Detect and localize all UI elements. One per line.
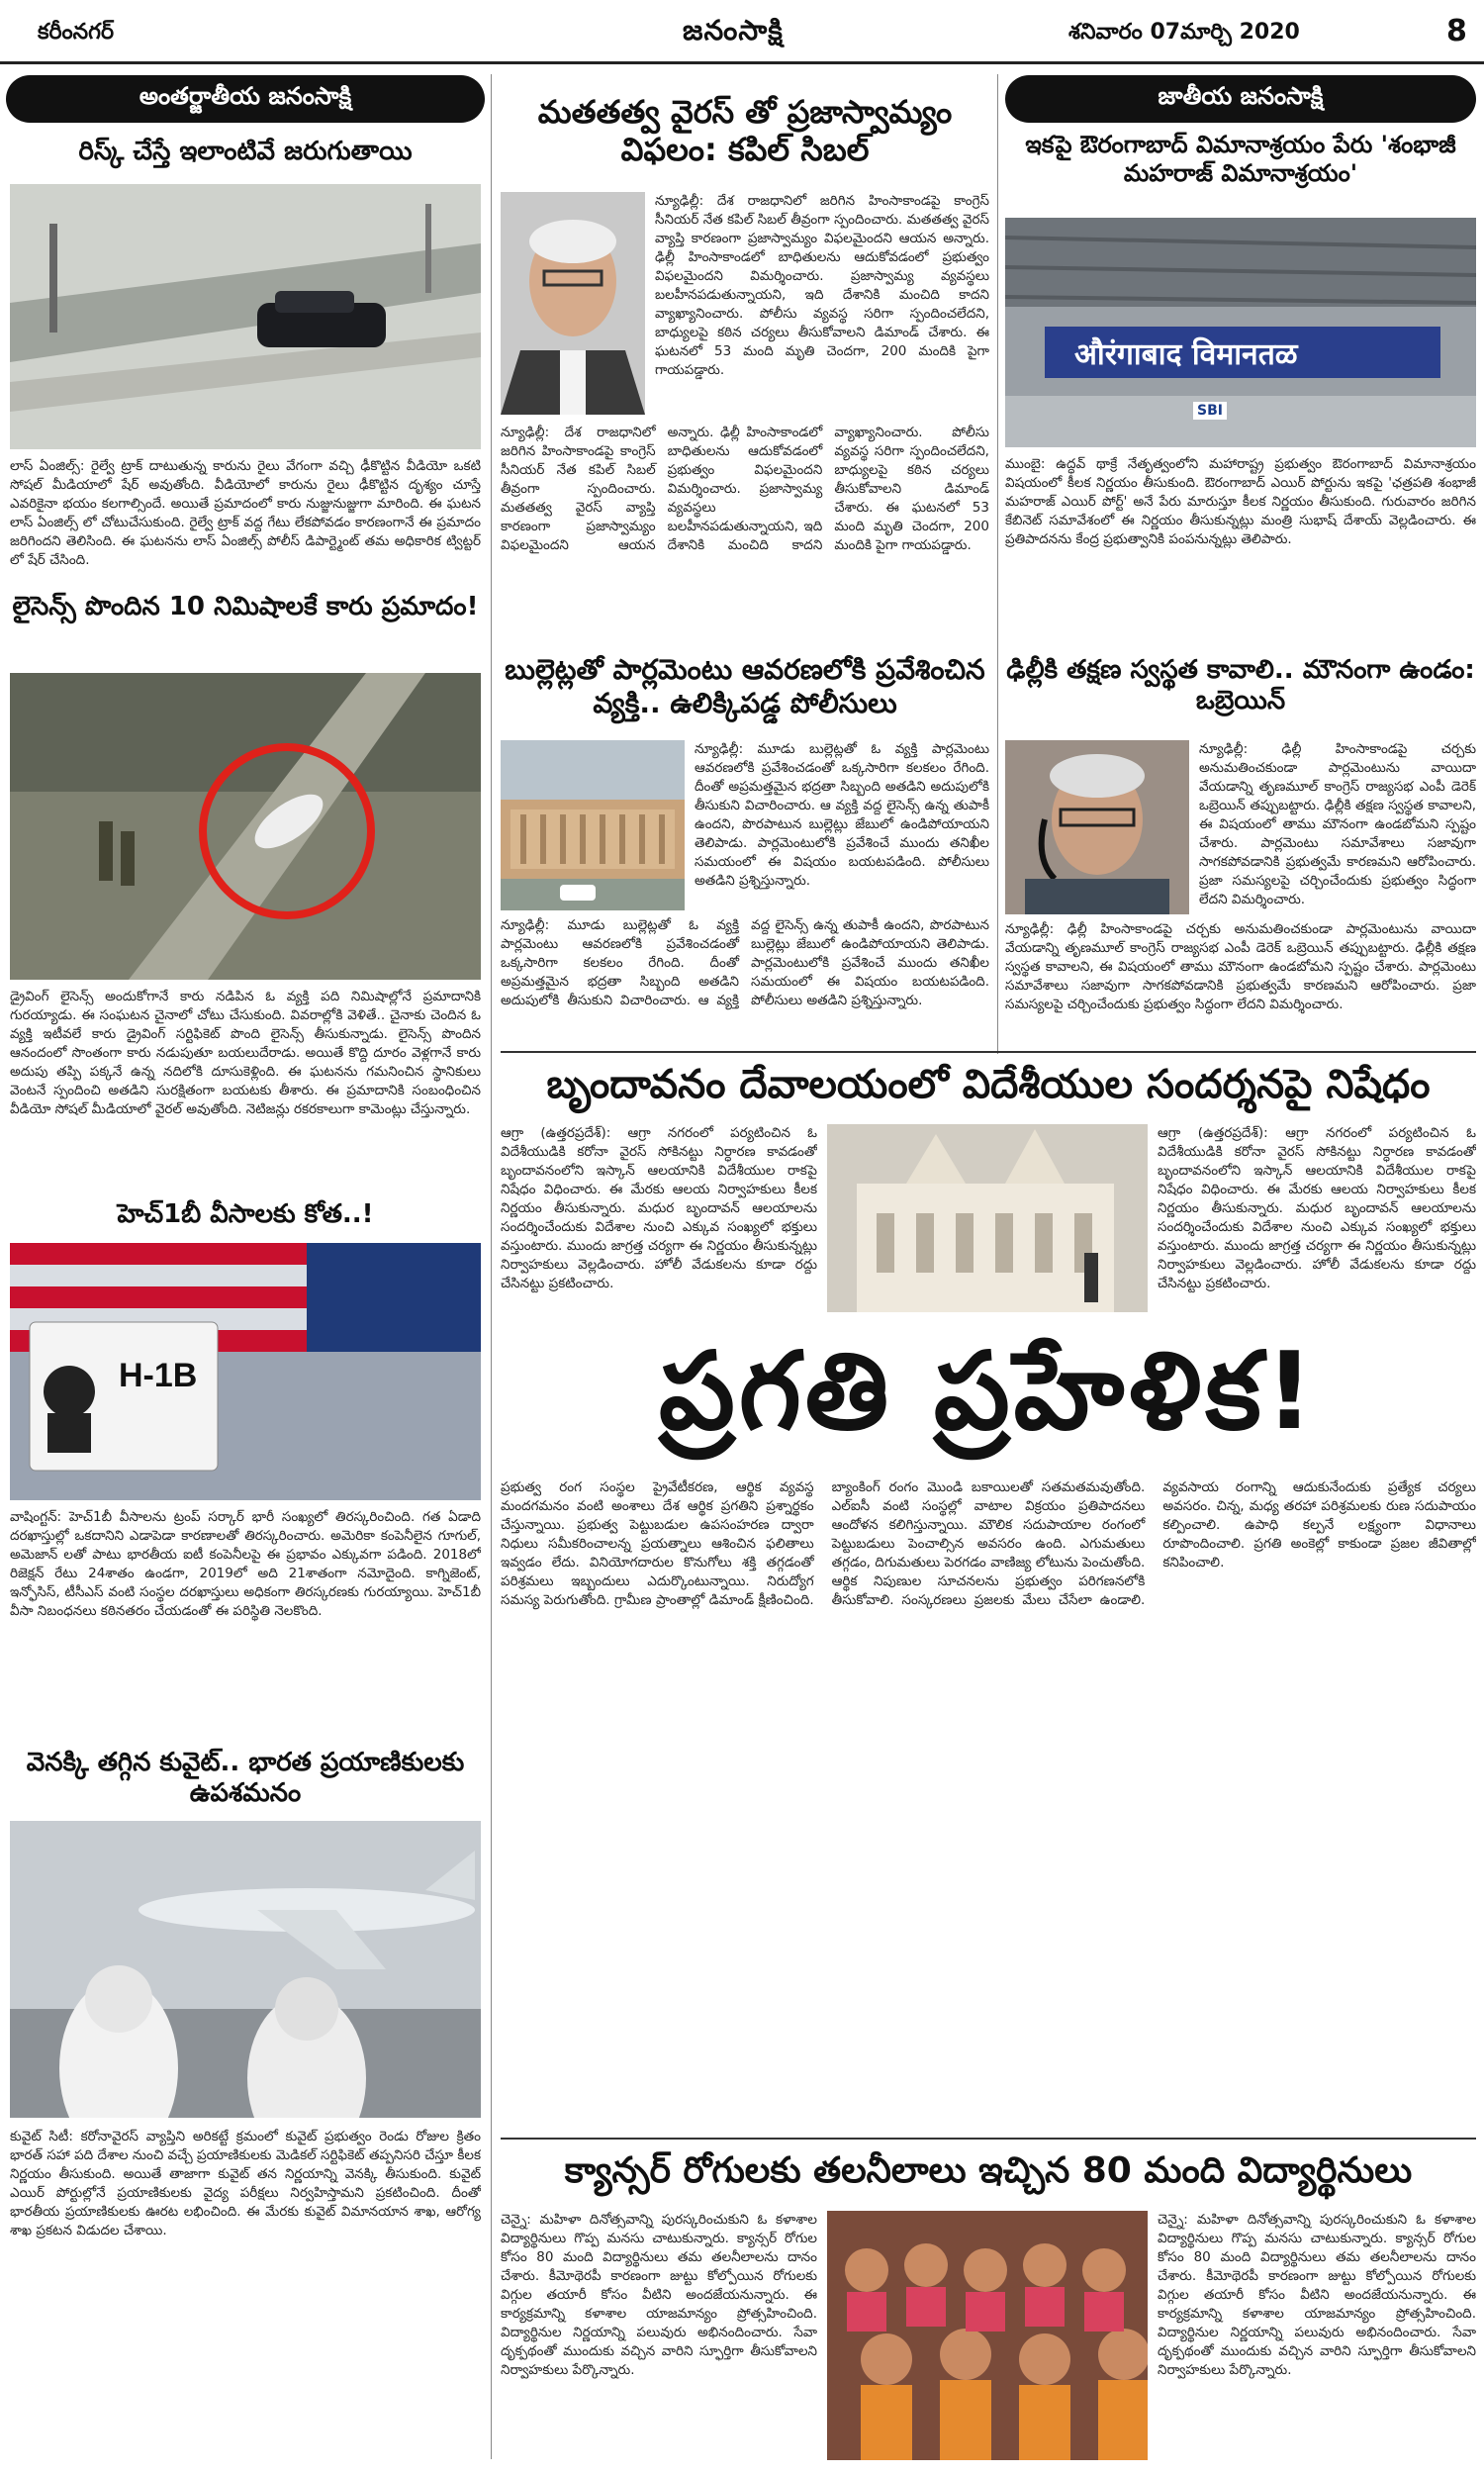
article-title: క్యాన్సర్ రోగులకు తలనీలాలు ఇచ్చిన 80 మంది విద్యార్థినులు (564, 2150, 1413, 2191)
article-title: హెచ్1బీ వీసాలకు కోత..! (117, 1199, 374, 1229)
article-body-cont: చెన్నై: మహిళా దినోత్సవాన్ని పురస్కరించుకుని ఓ కళాశాల విద్యార్థినులు గొప్ప మనసు చాటుకున్నారు. క్యాన్సర్ రోగుల కోసం 80 మంది విద్యార్థినులు తమ తలనీలాలను దానం చేశారు. కీమోథెరపీ కారణంగా జుట్టు కోల్పోయిన రోగులకు విగ్గుల తయారీ కోసం వీటిని అందజేయనున్నారు. ఈ కార్యక్రమాన్ని కళాశాల యాజమాన్యం ప్రోత్సహించింది. విద్యార్థినుల నిర్ణయాన్ని పలువురు అభినందించారు. సేవా దృక్పథంతో ముందుకు వచ్చిన వారిని స్ఫూర్తిగా తీసుకోవాలని నిర్వాహకులు పేర్కొన్నారు. (1158, 2212, 1476, 2378)
article-title: మతతత్వ వైరస్ తో ప్రజాస్వామ్యం విఫలం: కపిల్ సిబల్ (537, 93, 953, 169)
column-rule (491, 74, 492, 1054)
editorial-body: ప్రభుత్వ రంగ సంస్థల ప్రైవేటీకరణ, ఆర్థిక వ్యవస్థ మందగమనం వంటి అంశాలు దేశ ఆర్థిక ప్రగతిని ప్రశ్నార్థకం చేస్తున్నాయి. ప్రభుత్వ పెట్టుబడుల ఉపసంహరణ ద్వారా నిధులు సమీకరించాలన్న ప్రయత్నాలు ఆశించిన ఫలితాలు ఇవ్వడం లేదు. వినియోగదారుల కొనుగోలు శక్తి తగ్గడంతో పరిశ్రమలు ఇబ్బందులు ఎదుర్కొంటున్నాయి. నిరుద్యోగ సమస్య పెరుగుతోంది. గ్రామీణ ప్రాంతాల్లో డిమాండ్ క్షీణించింది. బ్యాంకింగ్ రంగం మొండి బకాయిలతో సతమతమవుతోంది. ఎల్ఐసీ వంటి సంస్థల్లో వాటాల విక్రయం ప్రతిపాదనలు ఆందోళన కలిగిస్తున్నాయి. మౌలిక సదుపాయాల రంగంలో పెట్టుబడులు పెంచాల్సిన అవసరం ఉంది. ఎగుమతులు తగ్గడం, దిగుమతులు పెరగడం వాణిజ్య లోటును పెంచుతోంది. ఆర్థిక నిపుణుల సూచనలను ప్రభుత్వం పరిగణనలోకి తీసుకోవాలి. సంస్కరణలు ప్రజలకు మేలు చేసేలా ఉండాలి. వ్యవసాయ రంగాన్ని ఆదుకునేందుకు ప్రత్యేక చర్యలు అవసరం. చిన్న, మధ్య తరహా పరిశ్రమలకు రుణ సదుపాయం కల్పించాలి. ఉపాధి కల్పనే లక్ష్యంగా విధానాలు రూపొందించాలి. ప్రగతి అంకెల్లో కాకుండా ప్రజల జీవితాల్లో కనిపించాలి. (501, 1479, 1476, 1608)
column-rule (491, 1054, 492, 2459)
page-header (0, 0, 1484, 64)
article-body: లాస్ ఏంజిల్స్: రైల్వే ట్రాక్ దాటుతున్న కారును రైలు వేగంగా వచ్చి ఢీకొట్టిన వీడియో ఒకటి సోషల్ మీడియాలో షేర్ అవుతోంది. వీడియోలో కారును రైలు ఢీకొట్టిన దృశ్యం చూస్తే ఎవరికైనా భయం కలగాల్సిందే. అయితే ప్రమాదంలో కారు నుజ్జునుజ్జుగా మారింది. ఈ ఘటన లాస్ ఏంజిల్స్ లో చోటుచేసుకుంది. రైల్వే ట్రాక్ వద్ద గేటు లేకపోవడం కారణంగానే ఈ ప్రమాదం జరిగిందని తెలిసింది. ఈ ఘటనను లాస్ ఏంజిల్స్ పోలీస్ డిపార్ట్మెంట్ తమ అధికారిక ట్విట్టర్ లో షేర్ చేసింది. (10, 458, 481, 568)
photo-train-crash (10, 184, 481, 449)
section-divider (501, 2138, 1476, 2140)
lead-headline: ప్రగతి ప్రహేళిక! (659, 1330, 1318, 1454)
article-title: బృందావనం దేవాలయంలో విదేశీయుల సందర్శనపై నిషేధం (546, 1062, 1431, 1107)
article-body-cont: న్యూఢిల్లీ: దేశ రాజధానిలో జరిగిన హింసాకాండపై కాంగ్రెస్ సీనియర్ నేత కపిల్ సిబల్ తీవ్రంగా స్పందించారు. మతతత్వ వైరస్ వ్యాప్తి కారణంగా ప్రజాస్వామ్యం విఫలమైందని ఆయన అన్నారు. ఢిల్లీ హింసాకాండలో బాధితులను ఆదుకోవడంలో ప్రభుత్వం విఫలమైందని విమర్శించారు. ప్రజాస్వామ్య వ్యవస్థలు బలహీనపడుతున్నాయని, ఇది దేశానికి మంచిది కాదని వ్యాఖ్యానించారు. పోలీసు వ్యవస్థ సరిగా స్పందించలేదని, బాధ్యులపై కఠిన చర్యలు తీసుకోవాలని డిమాండ్ చేశారు. ఈ ఘటనలో 53 మంది మృతి చెందగా, 200 మందికి పైగా గాయపడ్డారు. (501, 425, 989, 553)
column-rule (997, 74, 998, 1054)
section-national: జాతీయ జనంసాక్షి (1005, 75, 1476, 123)
issue-date: శనివారం 07మార్చి 2020 (1068, 20, 1300, 45)
article-body: న్యూఢిల్లీ: ఢిల్లీ హింసాకాండపై చర్చకు అనుమతించకుండా పార్లమెంటును వాయిదా వేయడాన్ని తృణమూల్ కాంగ్రెస్ రాజ్యసభ ఎంపీ డెరెక్ ఒబ్రెయిన్ తప్పుబట్టారు. ఢిల్లీకి తక్షణ స్వస్థత కావాలని, ఈ విషయంలో తాము మౌనంగా ఉండబోమని స్పష్టం చేశారు. పార్లమెంటు సమావేశాలు సజావుగా సాగకపోవడానికి ప్రభుత్వమే కారణమని ఆరోపించారు. ప్రజా సమస్యలపై చర్చించేందుకు ప్రభుత్వం సిద్ధంగా లేదని విమర్శించారు. (1199, 741, 1476, 907)
photo-parliament (501, 740, 685, 910)
section-divider (501, 1051, 1476, 1053)
photo-kapil-sibal (501, 192, 645, 415)
photo-kuwait-airport (10, 1821, 481, 2118)
article-title: రిస్క్ చేస్తే ఇలాంటివే జరుగుతాయి (78, 137, 413, 166)
article-body: న్యూఢిల్లీ: దేశ రాజధానిలో జరిగిన హింసాకాండపై కాంగ్రెస్ సీనియర్ నేత కపిల్ సిబల్ తీవ్రంగా స్పందించారు. మతతత్వ వైరస్ వ్యాప్తి కారణంగా ప్రజాస్వామ్యం విఫలమైందని ఆయన అన్నారు. ఢిల్లీ హింసాకాండలో బాధితులను ఆదుకోవడంలో ప్రభుత్వం విఫలమైందని విమర్శించారు. ప్రజాస్వామ్య వ్యవస్థలు బలహీనపడుతున్నాయని, ఇది దేశానికి మంచిది కాదని వ్యాఖ్యానించారు. పోలీసు వ్యవస్థ సరిగా స్పందించలేదని, బాధ్యులపై కఠిన చర్యలు తీసుకోవాలని డిమాండ్ చేశారు. ఈ ఘటనలో 53 మంది మృతి చెందగా, 200 మందికి పైగా గాయపడ్డారు. (655, 193, 989, 378)
sbi-sign: SBI (1193, 402, 1227, 420)
photo-aurangabad-airport (1005, 218, 1476, 447)
article-body-cont: న్యూఢిల్లీ: మూడు బుల్లెట్లతో ఓ వ్యక్తి పార్లమెంటు ఆవరణలోకి ప్రవేశించడంతో ఒక్కసారిగా కలకలం రేగింది. దీంతో అప్రమత్తమైన భద్రతా సిబ్బంది అతడిని అదుపులోకి తీసుకుని విచారించారు. ఆ వ్యక్తి వద్ద లైసెన్స్ ఉన్న తుపాకీ ఉందని, పొరపాటున బుల్లెట్లు జేబులో ఉండిపోయాయని తెలిపాడు. పార్లమెంటులోకి ప్రవేశించే ముందు తనిఖీల సమయంలో ఈ విషయం బయటపడింది. పోలీసులు అతడిని ప్రశ్నిస్తున్నారు. (501, 917, 989, 1008)
page-number: 8 (1446, 14, 1467, 48)
photo-students (827, 2211, 1148, 2460)
article-title: ఇకపై ఔరంగాబాద్ విమానాశ్రయం పేరు 'శంభాజీ మహరాజ్ విమానాశ్రయం' (1025, 131, 1456, 187)
article-title: బుల్లెట్లతో పార్లమెంటు ఆవరణలోకి ప్రవేశించిన వ్యక్తి.. ఉలిక్కిపడ్డ పోలీసులు (505, 653, 985, 719)
masthead-logo: జనంసాక్షి (683, 14, 784, 47)
h1b-label: H-1B (119, 1357, 198, 1394)
article-body: కువైట్ సిటీ: కరోనావైరస్ వ్యాప్తిని అరికట్టే క్రమంలో కువైట్ ప్రభుత్వం రెండు రోజుల క్రితం భారత్ సహా పది దేశాల నుంచి వచ్చే ప్రయాణికులకు మెడికల్ సర్టిఫికెట్ తప్పనిసరి చేస్తూ కీలక నిర్ణయం తీసుకుంది. అయితే తాజాగా కువైట్ తన నిర్ణయాన్ని వెనక్కి తీసుకుంది. కువైట్ ఎయిర్ పోర్టుల్లోనే ప్రయాణికులకు వైద్య పరీక్షలు నిర్వహిస్తామని ప్రకటించింది. దీంతో భారతీయ ప్రయాణికులకు ఊరట లభించింది. ఈ మేరకు కువైట్ విమానయాన శాఖ, ఆరోగ్య శాఖ ప్రకటన విడుదల చేశాయి. (10, 2129, 481, 2238)
airport-sign-text: औरंगाबाद विमानतळ (1074, 337, 1298, 372)
article-body-cont: ఆగ్రా (ఉత్తరప్రదేశ్): ఆగ్రా నగరంలో పర్యటించిన ఓ విదేశీయుడికి కరోనా వైరస్ సోకినట్టు నిర్ధారణ కావడంతో బృందావనంలోని ఇస్కాన్ ఆలయానికి విదేశీయుల రాకపై నిషేధం విధించారు. ఈ మేరకు ఆలయ నిర్వాహకులు కీలక నిర్ణయం తీసుకున్నారు. మధుర బృందావన్ ఆలయాలను సందర్శించేందుకు విదేశాల నుంచి ఎక్కువ సంఖ్యలో భక్తులు వస్తుంటారు. ముందు జాగ్రత్త చర్యగా ఈ నిర్ణయం తీసుకున్నట్లు నిర్వాహకులు వెల్లడించారు. హోలీ వేడుకలను కూడా రద్దు చేసినట్టు ప్రకటించారు. (1158, 1125, 1476, 1291)
article-body: ఆగ్రా (ఉత్తరప్రదేశ్): ఆగ్రా నగరంలో పర్యటించిన ఓ విదేశీయుడికి కరోనా వైరస్ సోకినట్టు నిర్ధారణ కావడంతో బృందావనంలోని ఇస్కాన్ ఆలయానికి విదేశీయుల రాకపై నిషేధం విధించారు. ఈ మేరకు ఆలయ నిర్వాహకులు కీలక నిర్ణయం తీసుకున్నారు. మధుర బృందావన్ ఆలయాలను సందర్శించేందుకు విదేశాల నుంచి ఎక్కువ సంఖ్యలో భక్తులు వస్తుంటారు. ముందు జాగ్రత్త చర్యగా ఈ నిర్ణయం తీసుకున్నట్లు నిర్వాహకులు వెల్లడించారు. హోలీ వేడుకలను కూడా రద్దు చేసినట్టు ప్రకటించారు. (501, 1125, 817, 1291)
article-body: చెన్నై: మహిళా దినోత్సవాన్ని పురస్కరించుకుని ఓ కళాశాల విద్యార్థినులు గొప్ప మనసు చాటుకున్నారు. క్యాన్సర్ రోగుల కోసం 80 మంది విద్యార్థినులు తమ తలనీలాలను దానం చేశారు. కీమోథెరపీ కారణంగా జుట్టు కోల్పోయిన రోగులకు విగ్గుల తయారీ కోసం వీటిని అందజేయనున్నారు. ఈ కార్యక్రమాన్ని కళాశాల యాజమాన్యం ప్రోత్సహించింది. విద్యార్థినుల నిర్ణయాన్ని పలువురు అభినందించారు. సేవా దృక్పథంతో ముందుకు వచ్చిన వారిని స్ఫూర్తిగా తీసుకోవాలని నిర్వాహకులు పేర్కొన్నారు. (501, 2212, 817, 2378)
photo-h1b-visa (10, 1243, 481, 1500)
article-title: వెనక్కి తగ్గిన కువైట్.. భారత ప్రయాణికులకు ఉపశమనం (26, 1748, 465, 1809)
article-title: ఢిల్లీకి తక్షణ స్వస్థత కావాలి.. మౌనంగా ఉండం: ఒబ్రెయిన్ (1006, 655, 1475, 716)
section-international: అంతర్జాతీయ జనంసాక్షి (6, 75, 485, 123)
article-title: లైసెన్స్ పొందిన 10 నిమిషాలకే కారు ప్రమాదం! (12, 592, 479, 621)
article-body-cont: న్యూఢిల్లీ: ఢిల్లీ హింసాకాండపై చర్చకు అనుమతించకుండా పార్లమెంటును వాయిదా వేయడాన్ని తృణమూల్ కాంగ్రెస్ రాజ్యసభ ఎంపీ డెరెక్ ఒబ్రెయిన్ తప్పుబట్టారు. ఢిల్లీకి తక్షణ స్వస్థత కావాలని, ఈ విషయంలో తాము మౌనంగా ఉండబోమని స్పష్టం చేశారు. పార్లమెంటు సమావేశాలు సజావుగా సాగకపోవడానికి ప్రభుత్వమే కారణమని ఆరోపించారు. ప్రజా సమస్యలపై చర్చించేందుకు ప్రభుత్వం సిద్ధంగా లేదని విమర్శించారు. (1005, 921, 1476, 1012)
photo-obrien (1005, 740, 1189, 914)
article-body: ముంబై: ఉద్ధవ్ థాక్రే నేతృత్వంలోని మహారాష్ట్ర ప్రభుత్వం ఔరంగాబాద్ విమానాశ్రయం విషయంలో కీలక నిర్ణయం తీసుకుంది. ఔరంగాబాద్ ఎయిర్ పోర్టును ఇకపై 'ఛత్రపతి శంభాజీ మహరాజ్ ఎయిర్ పోర్ట్' అనే పేరు మారుస్తూ కీలక నిర్ణయం తీసుకుంది. గురువారం జరిగిన కేబినెట్ సమావేశంలో ఈ నిర్ణయం తీసుకున్నట్లు మంత్రి సుభాష్ దేశాయ్ వెల్లడించారు. ఈ ప్రతిపాదనను కేంద్ర ప్రభుత్వానికి పంపనున్నట్లు తెలిపారు. (1005, 456, 1476, 547)
article-body: వాషింగ్టన్: హెచ్1బీ వీసాలను ట్రంప్ సర్కార్ భారీ సంఖ్యలో తిరస్కరించింది. గత ఏడాది దరఖాస్తుల్లో ఒకదానిని ఎడాపెడా కారణాలతో తిరస్కరించారు. అమెరికా కంపెనీలైన గూగుల్, అమెజాన్ లతో పాటు భారతీయ ఐటీ కంపెనీలపై ఈ ప్రభావం ఎక్కువగా పడింది. 2018లో రిజెక్షన్ రేటు 24శాతం ఉండగా, 2019లో అది 21శాతంగా నమోదైంది. కాగ్నిజెంట్, ఇన్ఫోసిస్, టీసీఎస్ వంటి సంస్థల దరఖాస్తులు అధికంగా తిరస్కరణకు గురయ్యాయి. హెచ్1బీ వీసా నిబంధనలు కఠినతరం చేయడంతో ఈ పరిస్థితి నెలకొంది. (10, 1509, 481, 1619)
location: కరీంనగర్ (38, 20, 115, 45)
article-body: డ్రైవింగ్ లైసెన్స్ అందుకోగానే కారు నడిపిన ఓ వ్యక్తి పది నిమిషాల్లోనే ప్రమాదానికి గురయ్యాడు. ఈ సంఘటన చైనాలో చోటు చేసుకుంది. వివరాల్లోకి వెళితే.. చైనాకు చెందిన ఓ వ్యక్తి ఇటీవలే కారు డ్రైవింగ్ సర్టిఫికెట్ పొంది లైసెన్స్ తీసుకున్నాడు. లైసెన్స్ పొందిన ఆనందంలో సొంతంగా కారు నడుపుతూ బయలుదేరాడు. అయితే కొద్ది దూరం వెళ్లగానే కారు అదుపు తప్పి పక్కనే ఉన్న నదిలోకి దూసుకెళ్లింది. ఈ ఘటనను గమనించిన స్థానికులు వెంటనే స్పందించి అతడిని సురక్షితంగా బయటకు తీశారు. ఈ ప్రమాదానికి సంబంధించిన వీడియో సోషల్ మీడియాలో వైరల్ అవుతోంది. నెటిజన్లు రకరకాలుగా కామెంట్లు చేస్తున్నారు. (10, 989, 481, 1117)
article-body: న్యూఢిల్లీ: మూడు బుల్లెట్లతో ఓ వ్యక్తి పార్లమెంటు ఆవరణలోకి ప్రవేశించడంతో ఒక్కసారిగా కలకలం రేగింది. దీంతో అప్రమత్తమైన భద్రతా సిబ్బంది అతడిని అదుపులోకి తీసుకుని విచారించారు. ఆ వ్యక్తి వద్ద లైసెన్స్ ఉన్న తుపాకీ ఉందని, పొరపాటున బుల్లెట్లు జేబులో ఉండిపోయాయని తెలిపాడు. పార్లమెంటులోకి ప్రవేశించే ముందు తనిఖీల సమయంలో ఈ విషయం బయటపడింది. పోలీసులు అతడిని ప్రశ్నిస్తున్నారు. (695, 741, 989, 889)
photo-river-car (10, 673, 481, 980)
photo-temple (827, 1124, 1148, 1312)
